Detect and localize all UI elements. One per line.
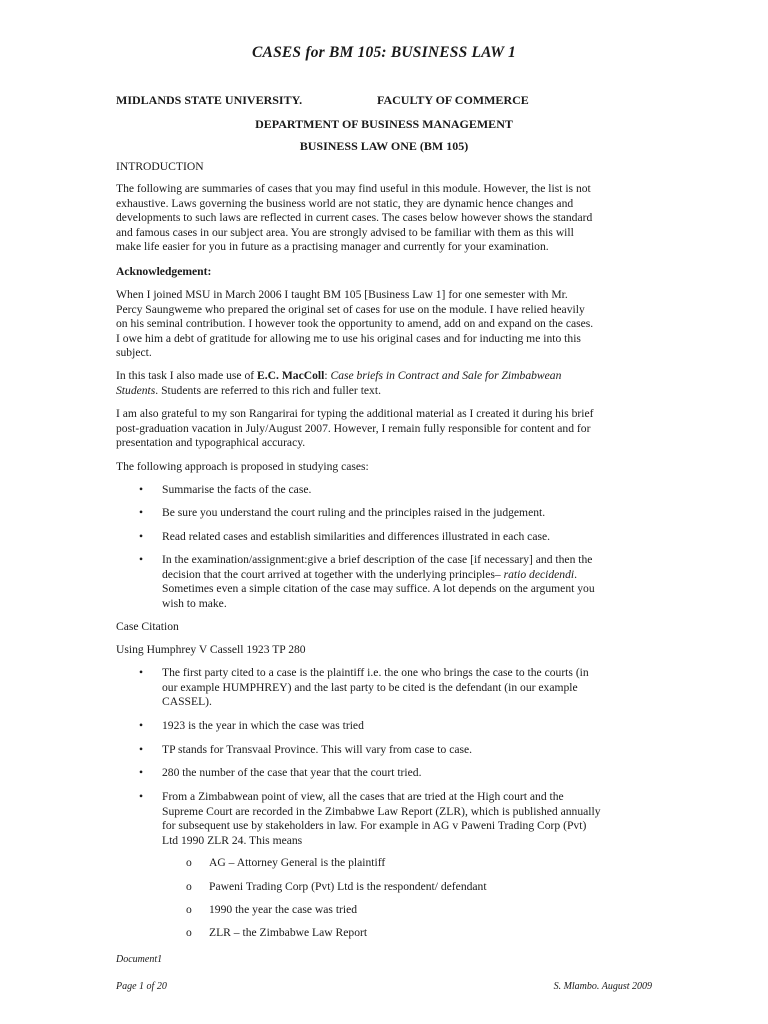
gratitude-line: I am also grateful to my son Rangarirai for typing the additional material as I created it during his brief [116,407,594,420]
approach-bullet-text [162,553,662,611]
approach-bullet-line: In the examination/assignment:give a brief description of the case [if necessary] and then the [162,553,593,566]
intro-line: make life easier for you in future as a practising manager and currently for your examination. [116,240,549,254]
intro-line: The following are summaries of cases that you may find useful in this module. However, the list is not [116,182,591,195]
citation-line: From a Zimbabwean point of view, all the cases that are tried at the High court and the [162,790,564,803]
case-citation-heading: Case Citation [116,620,179,633]
footer-document-name: Document1 [116,954,163,965]
sub-bullet-text: ZLR – the Zimbabwe Law Report [209,926,368,939]
citation-line: for subsequent use by stakeholders in law. For example in AG v Paweni Trading Corp (Pvt) [162,819,587,833]
maccoll-suffix: . Students are referred to this rich and fuller text. [155,383,381,397]
approach-intro: The following approach is proposed in studying cases: [116,460,369,473]
approach-bullet-line: wish to make. [162,596,227,610]
citation-line: Supreme Court are recorded in the Zimbabwe Law Report (ZLR), which is published annually [162,804,601,818]
gratitude-line: presentation and typographical accuracy. [116,436,306,450]
gratitude-line: post-graduation vacation in July/August 2007. However, I remain fully responsible for content and for [116,421,591,435]
bullet-icon: • [139,719,144,732]
ack-line: When I joined MSU in March 2006 I taught BM 105 [Business Law 1] for one semester with Mr. [116,288,568,301]
maccoll-prefix: In this task I also made use of [116,369,258,382]
maccoll-book-title-cont: Students [116,383,156,397]
bullet-icon: • [139,766,144,779]
citation-line: Ltd 1990 ZLR 24. This means [162,833,303,847]
approach-bullet-line: Sometimes even a simple citation of the case may suffice. A lot depends on the argument you [162,582,595,596]
bullet-icon: • [139,530,144,543]
maccoll-paragraph [116,369,654,398]
ack-line: subject. [116,346,152,360]
citation-bullet-text [162,790,662,848]
sub-bullet-text: AG – Attorney General is the plaintiff [209,856,386,869]
bullet-icon: • [139,666,144,679]
bullet-icon: • [139,553,144,566]
approach-bullet-text: Be sure you understand the court ruling and the principles raised in the judgement. [162,506,546,519]
document-title: CASES for BM 105: BUSINESS LAW 1 [252,44,516,61]
gratitude-paragraph [116,407,654,451]
footer-page-number: Page 1 of 20 [116,981,167,992]
ratio-period: . [574,567,578,581]
ratio-lead: decision that the court arrived at together with the underlying principles– [162,567,504,581]
bullet-icon: • [139,483,144,496]
citation-bullet-text: 280 the number of the case that year that the court tried. [162,766,422,779]
sub-bullet-icon: o [186,903,192,916]
maccoll-book-title: Case briefs in Contract and Sale for Zimbabwean [330,369,562,382]
maccoll-author: E.C. MacColl [257,369,325,382]
approach-bullet-text: Summarise the facts of the case. [162,483,312,496]
sub-bullet-icon: o [186,926,192,939]
bullet-icon: • [139,743,144,756]
citation-bullet-text [162,666,662,710]
ack-line: Percy Saungweme who prepared the original set of cases for use on the module. I have relied heavily [116,302,585,316]
university-name: MIDLANDS STATE UNIVERSITY. [116,93,303,107]
department-name: DEPARTMENT OF BUSINESS MANAGEMENT [255,117,513,131]
sub-bullet-icon: o [186,856,192,869]
faculty-name: FACULTY OF COMMERCE [377,93,529,107]
ack-line: on his seminal contribution. I however took the opportunity to amend, add on and expand on the cases. [116,317,594,331]
intro-heading: INTRODUCTION [116,160,204,173]
bullet-icon: • [139,506,144,519]
citation-line: CASSEL). [162,695,212,709]
course-name: BUSINESS LAW ONE (BM 105) [299,139,469,153]
citation-line: The first party cited to a case is the plaintiff i.e. the one who brings the case to the courts (in [162,666,589,679]
acknowledgement-paragraph [116,288,654,361]
citation-bullet-text: TP stands for Transvaal Province. This will vary from case to case. [162,743,473,756]
citation-bullet-text: 1923 is the year in which the case was tried [162,719,364,732]
ack-line: I owe him a debt of gratitude for allowing me to use his original cases and for inducting me into this [116,331,581,345]
intro-line: and famous cases in our subject area. You are strongly advised to be familiar with them as this will [116,225,574,239]
citation-line: our example HUMPHREY) and the last party to be cited is the defendant (in our example [162,680,578,694]
ratio-decidendi: ratio decidendi [503,567,575,581]
sub-bullet-text: 1990 the year the case was tried [209,903,358,916]
case-citation-example: Using Humphrey V Cassell 1923 TP 280 [116,643,306,656]
approach-bullet-text: Read related cases and establish similarities and differences illustrated in each case. [162,530,551,543]
intro-line: developments to such laws are reflected in current cases. The cases below however shows the standard [116,211,593,225]
sub-bullet-icon: o [186,880,192,893]
intro-line: exhaustive. Laws governing the business world are not static, they are dynamic hence changes and [116,196,574,210]
bullet-icon: • [139,790,144,803]
intro-paragraph [116,182,654,255]
maccoll-colon: : [324,369,331,382]
acknowledgement-heading: Acknowledgement: [116,265,212,278]
footer-author-date: S. Mlambo. August 2009 [553,981,652,992]
approach-bullet-line [162,568,662,583]
sub-bullet-text: Paweni Trading Corp (Pvt) Ltd is the respondent/ defendant [209,880,487,893]
